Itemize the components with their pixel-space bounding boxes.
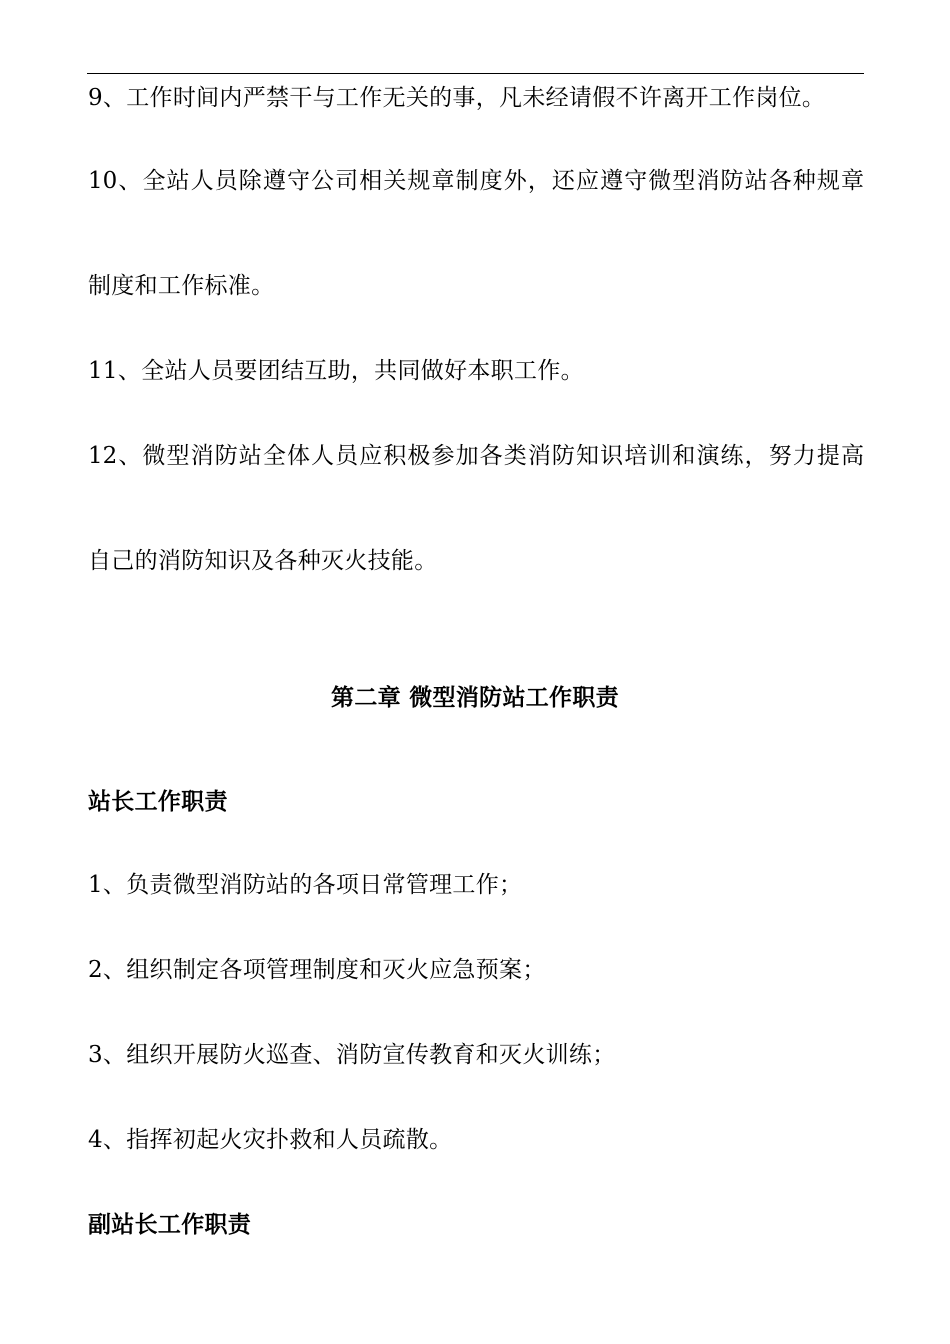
- duty-item-4: 4、指挥初起火灾扑救和人员疏散。: [88, 1127, 453, 1153]
- rule-item-11: 11、全站人员要团结互助，共同做好本职工作。: [88, 358, 584, 384]
- chapter-title: 第二章 微型消防站工作职责: [331, 685, 619, 711]
- section-title-deputy-master: 副站长工作职责: [88, 1212, 252, 1238]
- duty-item-2: 2、组织制定各项管理制度和灭火应急预案；: [88, 957, 546, 983]
- header-rule: [87, 73, 864, 74]
- duty-item-1: 1、负责微型消防站的各项日常管理工作；: [88, 872, 523, 898]
- duty-item-3: 3、组织开展防火巡查、消防宣传教育和灭火训练；: [88, 1042, 616, 1068]
- rule-item-10-line-2: 制度和工作标准。: [88, 273, 275, 299]
- rule-item-10-line-1: 10、全站人员除遵守公司相关规章制度外，还应遵守微型消防站各种规章: [88, 168, 864, 194]
- rule-item-9: 9、工作时间内严禁干与工作无关的事，凡未经请假不许离开工作岗位。: [88, 85, 826, 111]
- rule-item-12-line-2: 自己的消防知识及各种灭火技能。: [88, 548, 438, 574]
- rule-item-12-line-1: 12、微型消防站全体人员应积极参加各类消防知识培训和演练，努力提高: [88, 443, 864, 469]
- section-title-station-master: 站长工作职责: [88, 789, 228, 815]
